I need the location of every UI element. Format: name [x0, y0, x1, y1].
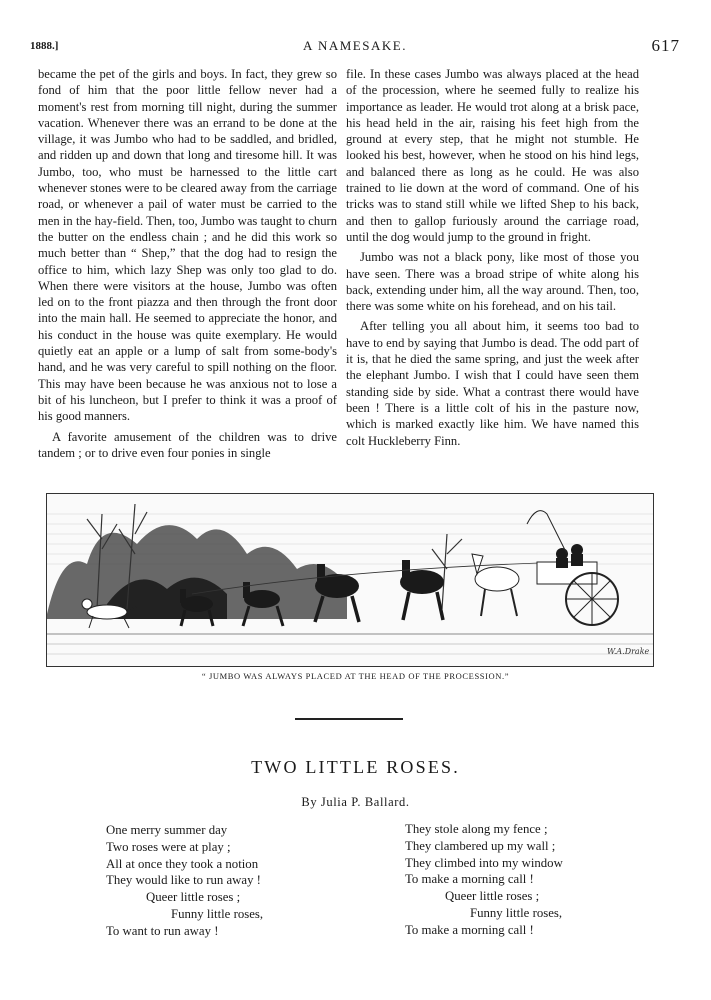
poem-stanza-left [106, 822, 263, 940]
poem-line: They stole along my fence ; [405, 822, 548, 836]
article-right-column [346, 66, 639, 453]
header-year: 1888.] [30, 40, 59, 52]
artist-signature: W.A.Drake [607, 647, 650, 656]
illustration-caption: “ JUMBO WAS ALWAYS PLACED AT THE HEAD OF THE PROCESSION.” [201, 671, 510, 681]
poem-line: Funny little roses, [171, 906, 264, 921]
poem-stanza-right [405, 821, 563, 939]
article-paragraph: A favorite amusement of the children was to drive tandem ; or to drive even four ponies in single [38, 429, 337, 460]
article-paragraph: file. In these cases Jumbo was always placed at the head of the procession, where he seemed fully to realize his importance as leader. He would trot along at a brisk pace, his head held in the air, raising his feet high from the ground at every step, that he might not stumble. He looked his best, however, when he stood on his hind legs, and balanced there as long as he could. He was also trained to lie down at the word of command. One of his tricks was to stand still while we lifted Shep to his back, and then to gallop furiously around the carriage road, until the dog would jump to the ground in fright. [346, 67, 639, 244]
header-title: A NAMESAKE. [303, 38, 407, 53]
article-paragraph: became the pet of the girls and boys. In fact, they grew so fond of him that the poor little fellow never had a moment's rest from morning till night, during the summer vacation. Whenever there was an errand to be done at the village, it was Jumbo who had to be saddled, and bridled, and ridden up and down that long and tiresome hill. It was Jumbo, too, who must be harnessed to the little cart whenever stones were to be cleared away from the carriage road, or whenever a pail of water must be carried to the men in the hay-field. Then, too, Jumbo was taught to churn the butter on the endless chain ; and he did this work so much better than “ Shep,” that the dog had to resign the office to him, which lazy Shep was only too glad to do. When there were visitors at the house, Jumbo was often led on to the front piazza and then through the front door into the main hall. He seemed to appreciate the honor, and his conduct in the house was quite exemplary. He would quietly eat an apple or a lump of salt from some-body's hand, and he was very careful to spill nothing on the floor. This may have been because he was anxious not to lose a bit of his luncheon, but I prefer to think it was a proof of his good manners. [38, 67, 337, 424]
poem-line: They climbed into my window [405, 855, 563, 870]
cart [527, 511, 618, 625]
poem-line: They would like to run away ! [106, 873, 261, 888]
procession-engraving [47, 494, 653, 666]
poem-line: Funny little roses, [470, 905, 563, 920]
poem-line: Two roses were at play ; [106, 839, 231, 854]
poem-title: TWO LITTLE ROSES. [251, 757, 460, 777]
poem-line: To want to run away ! [106, 923, 219, 938]
poem-line: To make a morning call ! [405, 872, 534, 887]
article-left-column [38, 66, 337, 465]
article-paragraph: After telling you all about him, it seems too bad to have to end by saying that Jumbo is dead. The odd part of it is, that he died the same spring, and just the week after the elephant Jumbo. I wish that I could have seen them standing side by side. What a contrast there would have been ! There is a little colt of his in the pasture now, which is marked exactly like him. We have named this colt Huckleberry Finn. [346, 319, 639, 448]
poem-line: Queer little roses ; [146, 890, 241, 905]
page-number: 617 [651, 36, 680, 55]
white-pony [472, 554, 519, 616]
poem-line: Queer little roses ; [445, 889, 540, 904]
poem-line: One merry summer day [106, 823, 228, 837]
section-divider [295, 718, 403, 720]
poem-byline: By Julia P. Ballard. [301, 795, 410, 809]
poem-line: All at once they took a notion [106, 856, 259, 871]
article-paragraph: Jumbo was not a black pony, like most of those you have seen. There was a broad stripe of white along his back, extending under him, all the way around. Then, too, there was some white on his forehead, and on his tail. [346, 250, 639, 314]
poem-line: To make a morning call ! [405, 922, 534, 937]
poem-line: They clambered up my wall ; [405, 838, 556, 853]
running-header [30, 36, 680, 60]
procession-illustration [46, 493, 654, 667]
